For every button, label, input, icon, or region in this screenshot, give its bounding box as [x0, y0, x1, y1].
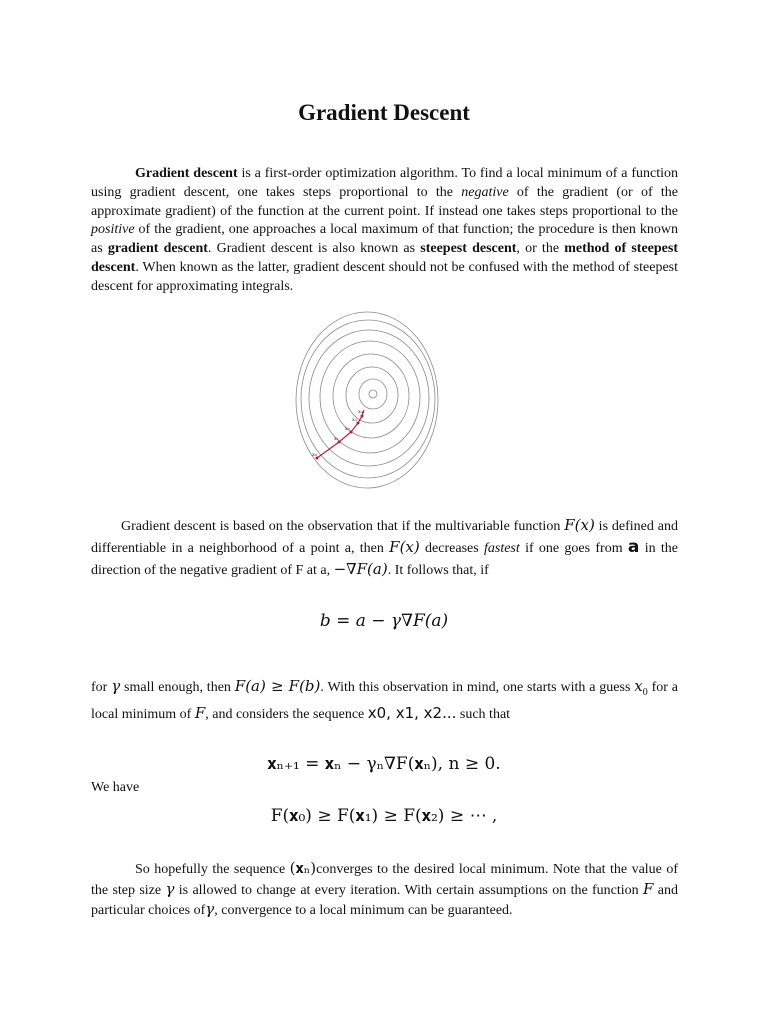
seq-text-1: for — [91, 680, 112, 695]
term-gradient-descent: Gradient descent — [135, 166, 238, 181]
math-gamma-3: γ — [205, 900, 215, 918]
math-x0-subscript: 0 — [642, 686, 648, 698]
obs-text-6: . It follows that, if — [387, 563, 489, 578]
point-label: x₁ — [334, 436, 339, 442]
contour-ring — [369, 390, 377, 398]
conv-text-2: converges to the desired local minimum. Note that the value of the step size — [91, 862, 678, 898]
intro-paragraph — [91, 165, 678, 297]
math-inequality: F(a) ≥ F(b) — [234, 677, 321, 695]
obs-text-3: decreases — [419, 541, 484, 556]
sequence-paragraph — [91, 676, 678, 725]
convergence-paragraph — [91, 859, 678, 921]
seq-text-5: , and considers the sequence — [205, 706, 368, 722]
point-label: x₃ — [352, 417, 357, 423]
contour-ring — [309, 330, 429, 466]
math-F: F — [194, 703, 206, 722]
seq-text-2: small enough, then — [120, 680, 235, 695]
intro-text-4: . Gradient descent is also known as — [207, 241, 421, 257]
equation-update-rule: b = a − γ∇F(a) — [319, 611, 449, 631]
math-x0: x — [634, 677, 643, 695]
conv-text-5: , convergence to a local minimum can be guaranteed. — [214, 903, 513, 918]
path-point — [350, 431, 353, 434]
obs-text-1: Gradient descent is based on the observation that if the multivariable function — [121, 519, 565, 534]
math-Fx-2: F(x) — [389, 538, 420, 556]
intro-text-1: is a first-order optimization algorithm. To find a local minimum of a function using gradient descent, one takes steps proportional to the — [91, 166, 679, 200]
emphasis-positive: positive — [91, 222, 135, 238]
seq-text-6: such that — [456, 706, 511, 722]
intro-text-3: of the gradient, one approaches a local maximum of that function; the procedure is then known as — [91, 222, 678, 257]
contour-ring — [296, 312, 438, 488]
emphasis-negative: negative — [461, 184, 509, 200]
contour-plot-figure — [295, 306, 475, 496]
point-label: x₄ — [358, 409, 363, 415]
emphasis-fastest: fastest — [483, 541, 520, 556]
equation-monotone-sequence: F(𝐱₀) ≥ F(𝐱₁) ≥ F(𝐱₂) ≥ ⋯ , — [270, 806, 498, 826]
contour-ring — [359, 379, 387, 409]
intro-text-6: . When known as the latter, gradient descent should not be confused with the method of steepest descent for approximating integrals. — [91, 259, 678, 294]
seq-text-3: . With this observation in mind, one starts with a guess — [320, 680, 635, 695]
contour-lines — [296, 312, 438, 488]
math-gamma: γ — [111, 677, 121, 695]
obs-text-4: if one goes from — [519, 541, 628, 556]
term-gradient-descent-2: gradient descent — [107, 241, 208, 257]
path-point — [357, 422, 360, 425]
point-label: x₀ — [312, 452, 317, 458]
math-xn-sequence: (𝐱ₙ) — [289, 859, 317, 877]
point-label: x₂ — [345, 426, 350, 432]
math-F-2: F — [643, 879, 654, 898]
conv-text-1: So hopefully the sequence — [135, 862, 290, 877]
conv-text-3: is allowed to change at every iteration. With certain assumptions on the function — [174, 882, 644, 898]
math-gamma-2: γ — [165, 879, 175, 898]
math-Fx: F(x) — [564, 516, 595, 534]
symbol-a: a — [627, 537, 640, 557]
contour-ring — [346, 367, 398, 423]
we-have-label: We have — [91, 780, 140, 795]
term-steepest-descent: steepest descent — [420, 241, 517, 257]
observation-paragraph — [91, 515, 678, 581]
seq-text-4: for a local minimum of — [91, 680, 679, 722]
conv-text-4: and particular choices of — [91, 882, 678, 918]
equation-iteration: 𝐱ₙ₊₁ = 𝐱ₙ − γₙ∇F(𝐱ₙ), n ≥ 0. — [267, 754, 501, 774]
page-title: Gradient Descent — [298, 100, 470, 125]
math-neg-gradient: −∇F(a) — [333, 560, 388, 578]
math-sequence: x0, x1, x2... — [367, 703, 457, 722]
intro-text-5: , or the — [516, 241, 565, 257]
obs-text-2: is defined and differentiable in a neighborhood of a point a, then — [91, 519, 678, 556]
term-method-steepest-descent: method of steepest descent — [91, 241, 678, 275]
obs-text-5: in the direction of the negative gradient of F at a, — [91, 541, 678, 578]
intro-text-2: of the gradient (or of the approximate gradient) of the function at the current point. If instead one takes steps proportional to the — [91, 184, 678, 219]
